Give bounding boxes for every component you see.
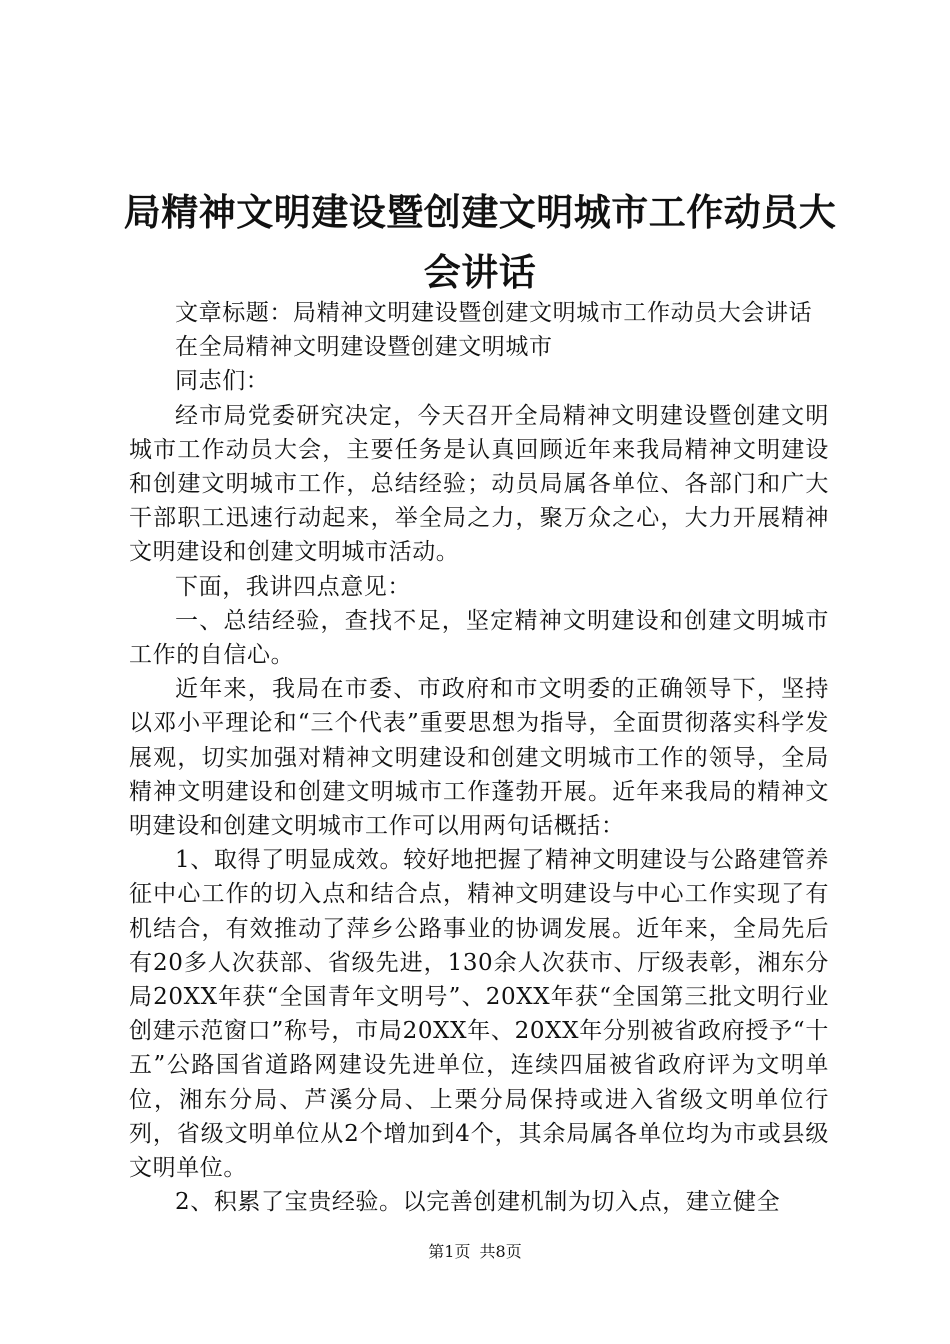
paragraph-subtitle: 在全局精神文明建设暨创建文明城市 [175,334,553,361]
page-footer [0,1242,950,1262]
paragraph-intro: 经市局党委研究决定，今天召开全局精神文明建设暨创建文明城市工作动员大会，主要任务是认真回顾近年来我局精神文明建设和创建文明城市工作，总结经验；动员局属各单位、各部门和广大干部职工迅速行动起来，举全局之力，聚万众之心，大力开展精神文明建设和创建文明城市活动。 [129,402,829,566]
paragraph-outline: 下面，我讲四点意见： [175,573,411,600]
page-number: 第1页 [428,1242,471,1261]
page-total: 共8页 [479,1242,522,1261]
paragraph-article-title: 文章标题：局精神文明建设暨创建文明城市工作动员大会讲话 [175,300,813,326]
paragraph-experience: 2、积累了宝贵经验。以完善创建机制为切入点，建立健全 [175,1189,781,1216]
paragraph-recent-years: 近年来，我局在市委、市政府和市文明委的正确领导下，坚持以邓小平理论和“三个代表”重要思想为指导，全面贯彻落实科学发展观，切实加强对精神文明建设和创建文明城市工作的领导，全局精神文明建设和创建文明城市工作蓬勃开展。近年来我局的精神文明建设和创建文明城市工作可以用两句话概括： [129,676,829,840]
paragraph-salutation: 同志们： [175,368,270,395]
paragraph-achievements: 1、取得了明显成效。较好地把握了精神文明建设与公路建管养征中心工作的切入点和结合点，精神文明建设与中心工作实现了有机结合，有效推动了萍乡公路事业的协调发展。近年来，全局先后有20多人次获部、省级先进，130余人次获市、厅级表彰，湘东分局20XX年获“全国青年文明号”、20XX年获“全国第三批文明行业创建示范窗口”称号，市局20XX年、20XX年分别被省政府授予“十五”公路国省道路网建设先进单位，连续四届被省政府评为文明单位，湘东分局、芦溪分局、上栗分局保持或进入省级文明单位行列，省级文明单位从2个增加到4个，其余局属各单位均为市或县级文明单位。 [129,847,829,1182]
paragraph-section-one-heading: 一、总结经验，查找不足，坚定精神文明建设和创建文明城市工作的自信心。 [129,607,829,669]
document-body [129,296,829,1219]
document-title: 局精神文明建设暨创建文明城市工作动员大会讲话 [123,190,837,294]
